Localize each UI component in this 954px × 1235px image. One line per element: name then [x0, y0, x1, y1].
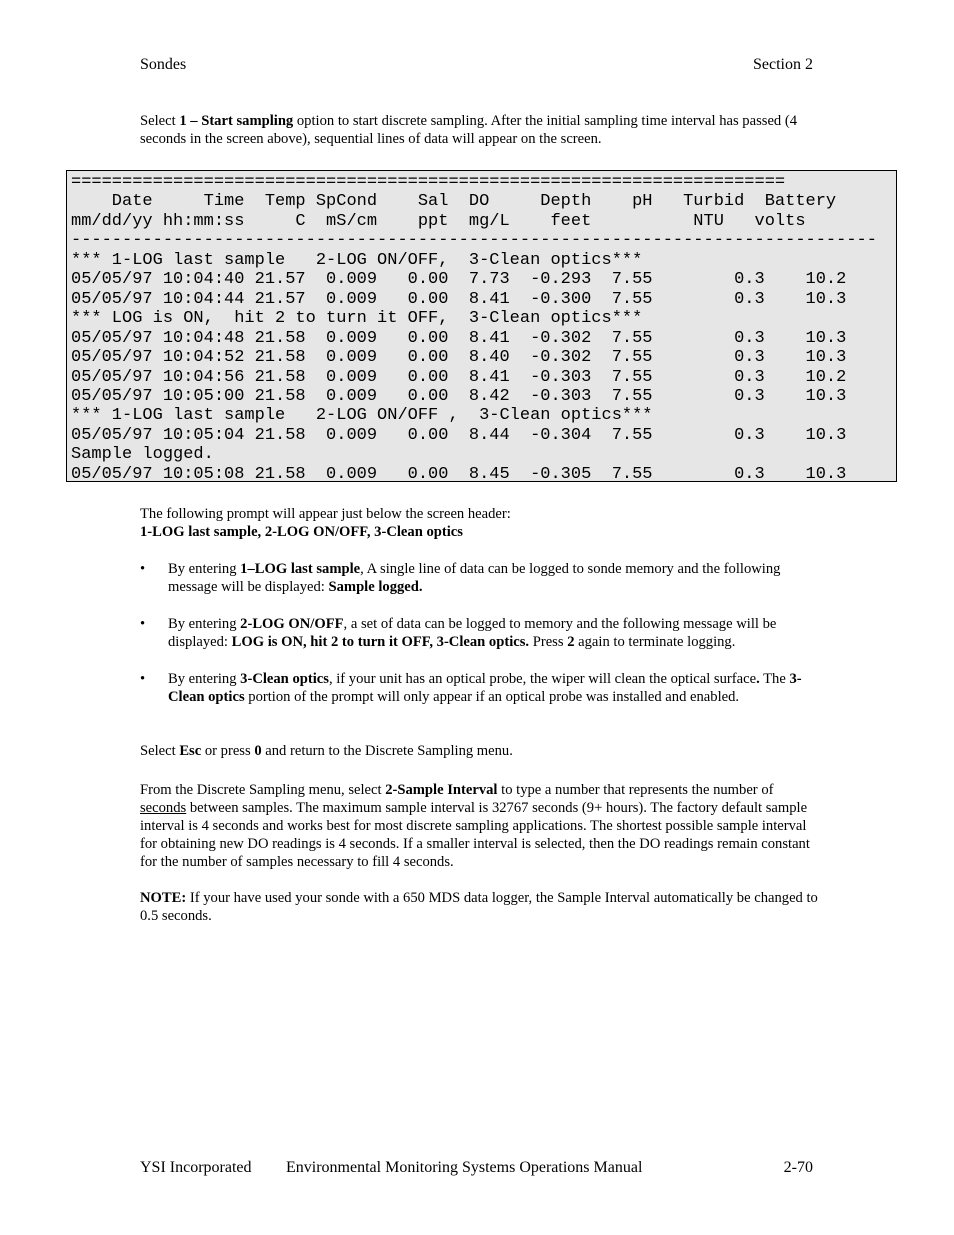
- screen-line: *** 1-LOG last sample 2-LOG ON/OFF, 3-Clean optics***: [71, 250, 643, 270]
- intro-paragraph: [140, 112, 820, 148]
- note-paragraph: NOTE: If your have used your sonde with a 650 MDS data logger, the Sample Interval automatically be changed to 0.5 seconds.: [140, 890, 818, 924]
- bullet-text: By entering 2-LOG ON/OFF, a set of data can be logged to memory and the following message will be displayed: LOG is ON, hit 2 to turn it OFF, 3-Clean optics. Press 2 again to terminate logging.: [168, 616, 777, 650]
- esc-paragraph: Select Esc or press 0 and return to the Discrete Sampling menu.: [140, 743, 513, 759]
- screen-line: ======================================================================: [71, 173, 786, 192]
- screen-line: -------------------------------------------------------------------------------: [71, 231, 877, 251]
- prompt-intro: The following prompt will appear just below the screen header:: [140, 506, 511, 522]
- sampling-screen-capture: [66, 170, 897, 482]
- screen-line: 05/05/97 10:04:48 21.58 0.009 0.00 8.41 -0.302 7.55 0.3 10.3: [71, 328, 847, 348]
- bullet-text: By entering 3-Clean optics, if your unit has an optical probe, the wiper will clean the optical surface. The 3-Clean optics portion of the prompt will only appear if an optical probe was installed and enabled.: [168, 671, 802, 705]
- intro-text-1: Select: [140, 113, 180, 129]
- screen-line: 05/05/97 10:04:52 21.58 0.009 0.00 8.40 -0.302 7.55 0.3 10.3: [71, 348, 847, 368]
- screen-line: Sample logged.: [71, 445, 214, 465]
- screen-line: 05/05/97 10:04:40 21.57 0.009 0.00 7.73 -0.293 7.55 0.3 10.2: [71, 270, 847, 290]
- screen-line: *** 1-LOG last sample 2-LOG ON/OFF , 3-Clean optics***: [71, 406, 653, 426]
- screen-line: Date Time Temp SpCond Sal DO Depth pH Turbid Battery: [71, 192, 837, 212]
- intro-text-2: option to start discrete sampling. After the initial sampling time interval has passed (4 seconds in the screen above), sequential lines of data will appear on the screen.: [140, 113, 798, 147]
- sample-interval-paragraph: From the Discrete Sampling menu, select 2-Sample Interval to type a number that represents the number of seconds between samples. The maximum sample interval is 32767 seconds (9+ hours). The factory default sample interval is 4 seconds and works best for most discrete sampling applications. The shortest possible sample interval for obtaining new DO readings is 4 seconds. If a smaller interval is selected, then the DO readings remain constant for the number of samples necessary to fill 4 seconds.: [140, 782, 810, 870]
- bullet-icon: •: [140, 561, 146, 577]
- footer-company: YSI Incorporated: [140, 1159, 252, 1176]
- screen-line: mm/dd/yy hh:mm:ss C mS/cm ppt mg/L feet NTU volts: [71, 211, 806, 231]
- footer-page-number: 2-70: [783, 1159, 813, 1176]
- running-header-right: Section 2: [753, 56, 813, 73]
- screen-line: 05/05/97 10:05:04 21.58 0.009 0.00 8.44 -0.304 7.55 0.3 10.3: [71, 425, 847, 445]
- screen-line: 05/05/97 10:04:44 21.57 0.009 0.00 8.41 -0.300 7.55 0.3 10.3: [71, 289, 847, 309]
- prompt-text: [140, 523, 820, 541]
- sampling-screen-text: [71, 173, 896, 484]
- bullet-text: By entering 1–LOG last sample, A single line of data can be logged to sonde memory and the following message will be displayed: Sample logged.: [168, 561, 781, 595]
- running-header-left: Sondes: [140, 56, 187, 73]
- screen-line: *** LOG is ON, hit 2 to turn it OFF, 3-Clean optics***: [71, 309, 643, 329]
- screen-line: 05/05/97 10:04:56 21.58 0.009 0.00 8.41 -0.303 7.55 0.3 10.2: [71, 367, 847, 387]
- screen-line: 05/05/97 10:05:00 21.58 0.009 0.00 8.42 -0.303 7.55 0.3 10.3: [71, 386, 847, 406]
- footer-manual-title: Environmental Monitoring Systems Operations Manual: [286, 1159, 643, 1176]
- bullet-icon: •: [140, 616, 146, 632]
- bullet-icon: •: [140, 671, 146, 687]
- intro-bold: 1 – Start sampling: [179, 113, 294, 129]
- screen-line: 05/05/97 10:05:08 21.58 0.009 0.00 8.45 -0.305 7.55 0.3 10.3: [71, 464, 847, 484]
- prompt-bold: 1-LOG last sample, 2-LOG ON/OFF, 3-Clean optics: [140, 524, 463, 540]
